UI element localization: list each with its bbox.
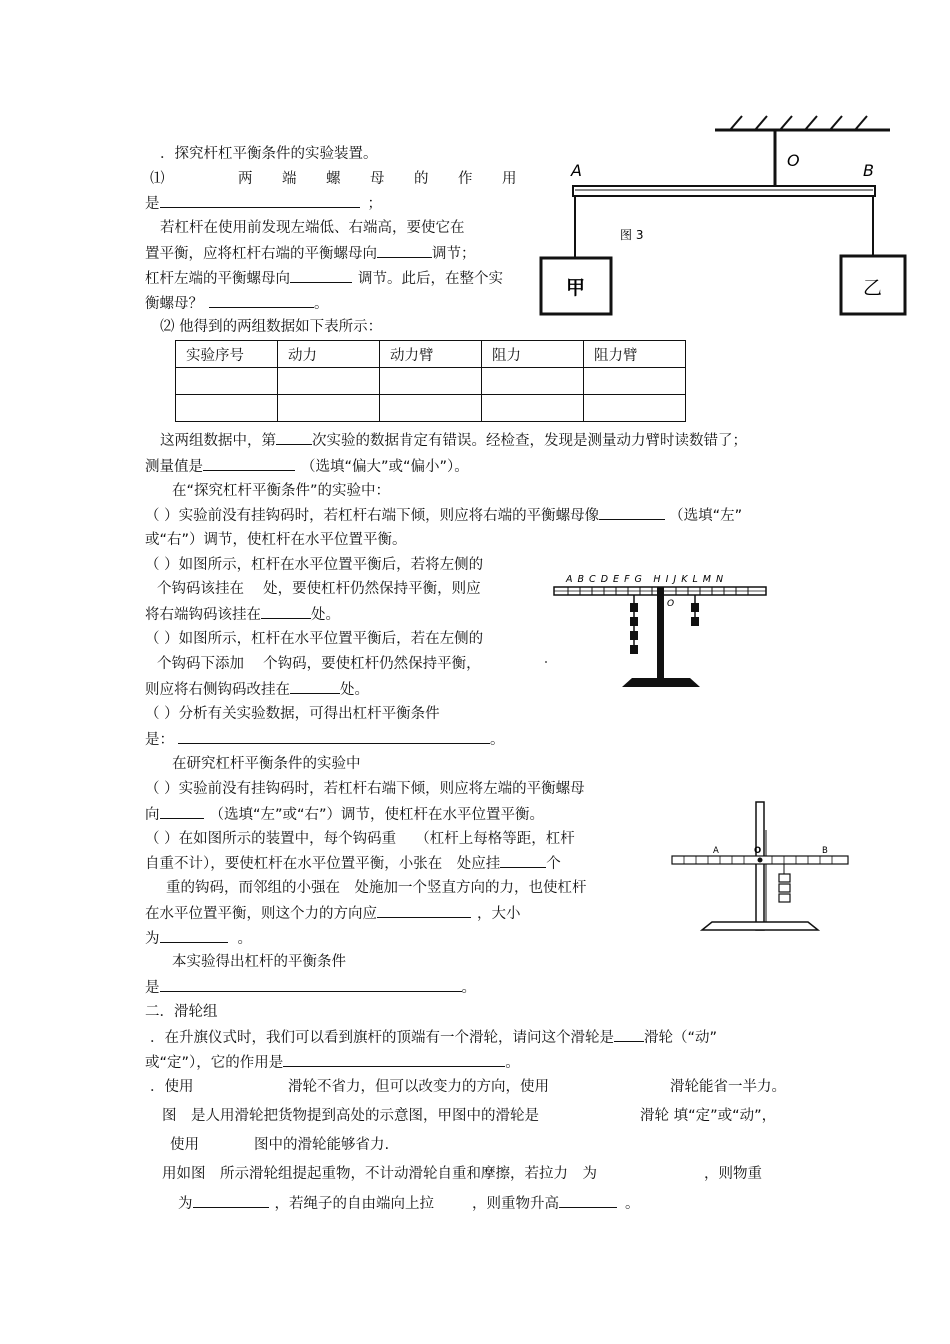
- p1-blank-2[interactable]: [377, 243, 432, 258]
- fig3-right-box-label: 乙: [863, 277, 883, 299]
- p3-b2-a: 自重不计），要使杠杆在水平位置平衡，小张在 处应挂: [145, 856, 501, 872]
- p1-line6-a: 衡螺母？: [145, 296, 203, 312]
- p1-q1-c4: 的: [414, 171, 429, 187]
- p4-p6: [162, 1164, 762, 1184]
- p3-b5-b: 。: [237, 931, 252, 947]
- p3-intro: 在研究杠杆平衡条件的实验中: [172, 756, 361, 772]
- table-row: [176, 395, 686, 422]
- p2-d2-b: 。: [490, 732, 505, 748]
- table-cell: [584, 395, 686, 422]
- p1-blank-1[interactable]: [160, 193, 360, 208]
- table-header: 动力: [278, 341, 380, 368]
- table-header-row: [176, 341, 686, 368]
- p4-p3-b: 滑轮不省力，但可以改变力的方向，使用: [288, 1079, 549, 1095]
- p1-q1-c5: 作: [458, 171, 473, 187]
- p4-p7-d: 。: [625, 1196, 640, 1212]
- fig-stand-label-b: B: [822, 846, 828, 856]
- p2-blank-3[interactable]: [290, 679, 340, 694]
- table-cell: [278, 368, 380, 395]
- p3-blank-5[interactable]: [160, 977, 462, 992]
- p2-c3: [145, 679, 369, 700]
- fig3-left-box-label: 甲: [566, 277, 586, 299]
- table-header: 阻力: [482, 341, 584, 368]
- p4-p7-a: 为: [178, 1196, 193, 1212]
- p1-line5: [145, 268, 503, 289]
- data-table: [175, 340, 686, 422]
- p3-b3: 重的钩码，而邻组的小强在 处施加一个竖直方向的力，也使杠杆: [166, 880, 587, 896]
- p1-q1-line2-end: ；: [367, 196, 382, 212]
- p1-q1-line2-start: 是: [145, 196, 160, 212]
- fig3-label-a: A: [571, 161, 582, 180]
- p1-blank-6[interactable]: [203, 456, 295, 471]
- p1-line5-b: 调节。此后，在整个实: [358, 271, 503, 287]
- table-cell: [176, 395, 278, 422]
- p2-c3-a: 则应将右侧钩码改挂在: [145, 682, 290, 698]
- p2-a1: [145, 505, 742, 526]
- p3-b4: [145, 903, 521, 924]
- p1-line4-a: 置平衡，应将杠杆右端的平衡螺母向: [145, 246, 377, 262]
- table-header: 阻力臂: [584, 341, 686, 368]
- table-cell: [176, 368, 278, 395]
- p3-b5-a: 为: [145, 931, 160, 947]
- p1-line8: [160, 430, 747, 451]
- p2-d2: [145, 729, 505, 750]
- p4-p2-a: 或“定”），它的作用是: [145, 1055, 284, 1071]
- fig-stand-label-a: A: [713, 846, 719, 856]
- p1-line4: [145, 243, 476, 264]
- table-cell: [584, 368, 686, 395]
- p2-a2: 或“右”）调节，使杠杆在水平位置平衡。: [145, 532, 407, 548]
- p1-line9: [145, 456, 469, 477]
- p1-line9-a: 测量值是: [145, 459, 203, 475]
- p3-c2: [145, 977, 476, 998]
- p4-blank-2[interactable]: [283, 1052, 505, 1067]
- p1-line6: [145, 293, 329, 314]
- table-cell: [380, 395, 482, 422]
- p2-b3-a: 将右端钩码该挂在: [145, 607, 261, 623]
- fig-scale-o: O: [667, 599, 675, 609]
- p4-p2-b: 。: [505, 1055, 520, 1071]
- p2-a1-b: （选填“左”: [669, 508, 743, 524]
- p2-blank-4[interactable]: [178, 729, 490, 744]
- p4-p3-c: 滑轮能省一半力。: [670, 1079, 786, 1095]
- p1-q1-c3: 母: [370, 171, 385, 187]
- p1-q2: ⑵ 他得到的两组数据如下表所示：: [160, 319, 383, 335]
- p1-line5-a: 杠杆左端的平衡螺母向: [145, 271, 290, 287]
- p2-b3: [145, 604, 340, 625]
- fig3-label-b: B: [863, 161, 874, 180]
- p3-c2-b: 。: [461, 980, 476, 996]
- p1-line8-b: 次实验的数据肯定有错误。经检查，发现是测量动力臂时读数错了；: [312, 433, 747, 449]
- fig-scale-letters: A B C D E F G H I J K L M N: [566, 574, 725, 585]
- p1-blank-4[interactable]: [209, 293, 314, 308]
- table-cell: [278, 395, 380, 422]
- p4-p4-b: 滑轮 填“定”或“动”，: [640, 1108, 777, 1124]
- p1-q1-c6: 用: [502, 171, 517, 187]
- p2-b3-b: 处。: [311, 607, 340, 623]
- p2-intro: 在“探究杠杆平衡条件”的实验中：: [172, 483, 391, 499]
- p4-p1-a: ．在升旗仪式时，我们可以看到旗杆的顶端有一个滑轮，请问这个滑轮是: [150, 1030, 614, 1046]
- p3-blank-3[interactable]: [377, 903, 471, 918]
- p4-p7-b: ，若绳子的自由端向上拉: [274, 1196, 434, 1212]
- p2-c2: 个钩码下添加 个钩码，要使杠杆仍然保持平衡，: [157, 656, 481, 672]
- p2-c3-b: 处。: [340, 682, 369, 698]
- p1-line4-b: 调节；: [432, 246, 476, 262]
- p4-p5-a: 使用: [170, 1137, 199, 1153]
- p3-b5: [145, 928, 252, 949]
- p4-p5-b: 图中的滑轮能够省力.: [254, 1137, 390, 1153]
- p2-b2: 个钩码该挂在 处，要使杠杆仍然保持平衡，则应: [157, 581, 481, 597]
- p4-p4: [162, 1106, 777, 1126]
- fig3-label-o: O: [787, 151, 800, 170]
- p3-b4-a: 在水平位置平衡，则这个力的方向应: [145, 906, 377, 922]
- p2-a1-a: （ ）实验前没有挂钩码时，若杠杆右端下倾，则应将右端的平衡螺母像: [145, 508, 600, 524]
- p3-c2-a: 是: [145, 980, 160, 996]
- p4-p6-b: ，则物重: [704, 1166, 762, 1182]
- table-cell: [482, 395, 584, 422]
- p1-q1-prefix: ⑴: [150, 171, 165, 187]
- p3-c1: 本实验得出杠杆的平衡条件: [172, 954, 346, 970]
- p3-a2-b: （选填“左”或“右”）调节，使杠杆在水平位置平衡。: [209, 807, 545, 823]
- p1-blank-5[interactable]: [276, 430, 312, 445]
- p4-heading: 二．滑轮组: [145, 1004, 218, 1020]
- p2-d1: （ ）分析有关实验数据，可得出杠杆平衡条件: [145, 706, 440, 722]
- p1-line9-b: （选填“偏大”或“偏小”）。: [301, 459, 469, 475]
- p3-a2-a: 向: [145, 807, 160, 823]
- p2-c1: （ ）如图所示，杠杆在水平位置平衡后，若在左侧的: [145, 631, 484, 647]
- p2-b1: （ ）如图所示，杠杆在水平位置平衡后，若将左侧的: [145, 557, 484, 573]
- p1-q1-line2: [145, 193, 382, 214]
- p3-a1: （ ）实验前没有挂钩码时，若杠杆右端下倾，则应将左端的平衡螺母: [145, 781, 585, 797]
- p2-blank-1[interactable]: [599, 505, 665, 520]
- fig-scale-lever: [540, 565, 780, 700]
- fig-stand-lever: [668, 798, 853, 940]
- p4-p2: [145, 1052, 520, 1073]
- fig3-caption: 图 3: [620, 228, 644, 242]
- fig3-lever-diagram: [535, 108, 915, 323]
- p1-q1-c0: 两: [238, 171, 253, 187]
- p3-b4-b: ，大小: [477, 906, 521, 922]
- p3-blank-4[interactable]: [160, 928, 228, 943]
- p4-p5: [170, 1135, 390, 1155]
- p3-blank-1[interactable]: [160, 804, 204, 819]
- p3-blank-2[interactable]: [500, 853, 546, 868]
- p3-b2: [145, 853, 561, 874]
- p1-q1-c2: 螺: [326, 171, 341, 187]
- table-cell: [380, 368, 482, 395]
- p1-q1-line1: [150, 169, 520, 189]
- p4-p7-c: ，则重物升高: [472, 1196, 559, 1212]
- p4-p3: [150, 1077, 786, 1097]
- p2-blank-2[interactable]: [261, 604, 311, 619]
- p4-p7: [178, 1193, 640, 1214]
- p4-blank-1[interactable]: [614, 1027, 644, 1042]
- table-cell: [482, 368, 584, 395]
- p4-p4-a: 图 是人用滑轮把货物提到高处的示意图，甲图中的滑轮是: [162, 1108, 539, 1124]
- table-header: 实验序号: [176, 341, 278, 368]
- p1-line3: 若杠杆在使用前发现左端低、右端高，要使它在: [160, 220, 465, 236]
- p4-p3-a: ．使用: [150, 1079, 194, 1095]
- p3-b2-b: 个: [546, 856, 561, 872]
- p4-blank-4[interactable]: [559, 1193, 617, 1208]
- p2-d2-a: 是：: [145, 732, 174, 748]
- p1-line6-b: 。: [314, 296, 329, 312]
- p1-line8-a: 这两组数据中，第: [160, 433, 276, 449]
- table-row: [176, 368, 686, 395]
- p4-p1-b: 滑轮（“动”: [644, 1030, 718, 1046]
- table-header: 动力臂: [380, 341, 482, 368]
- p3-a2: [145, 804, 544, 825]
- p4-p1: [150, 1027, 717, 1048]
- p1-blank-3[interactable]: [290, 268, 352, 283]
- p4-p6-a: 用如图 所示滑轮组提起重物，不计动滑轮自重和摩擦，若拉力 为: [162, 1166, 597, 1182]
- p3-b1: （ ）在如图所示的装置中，每个钩码重 （杠杆上每格等距，杠杆: [145, 831, 575, 847]
- p1-title: ．探究杆杠平衡条件的实验装置。: [160, 146, 378, 162]
- p4-blank-3[interactable]: [193, 1193, 269, 1208]
- fig-stand-label-o: O: [754, 846, 762, 856]
- p1-q1-c1: 端: [282, 171, 297, 187]
